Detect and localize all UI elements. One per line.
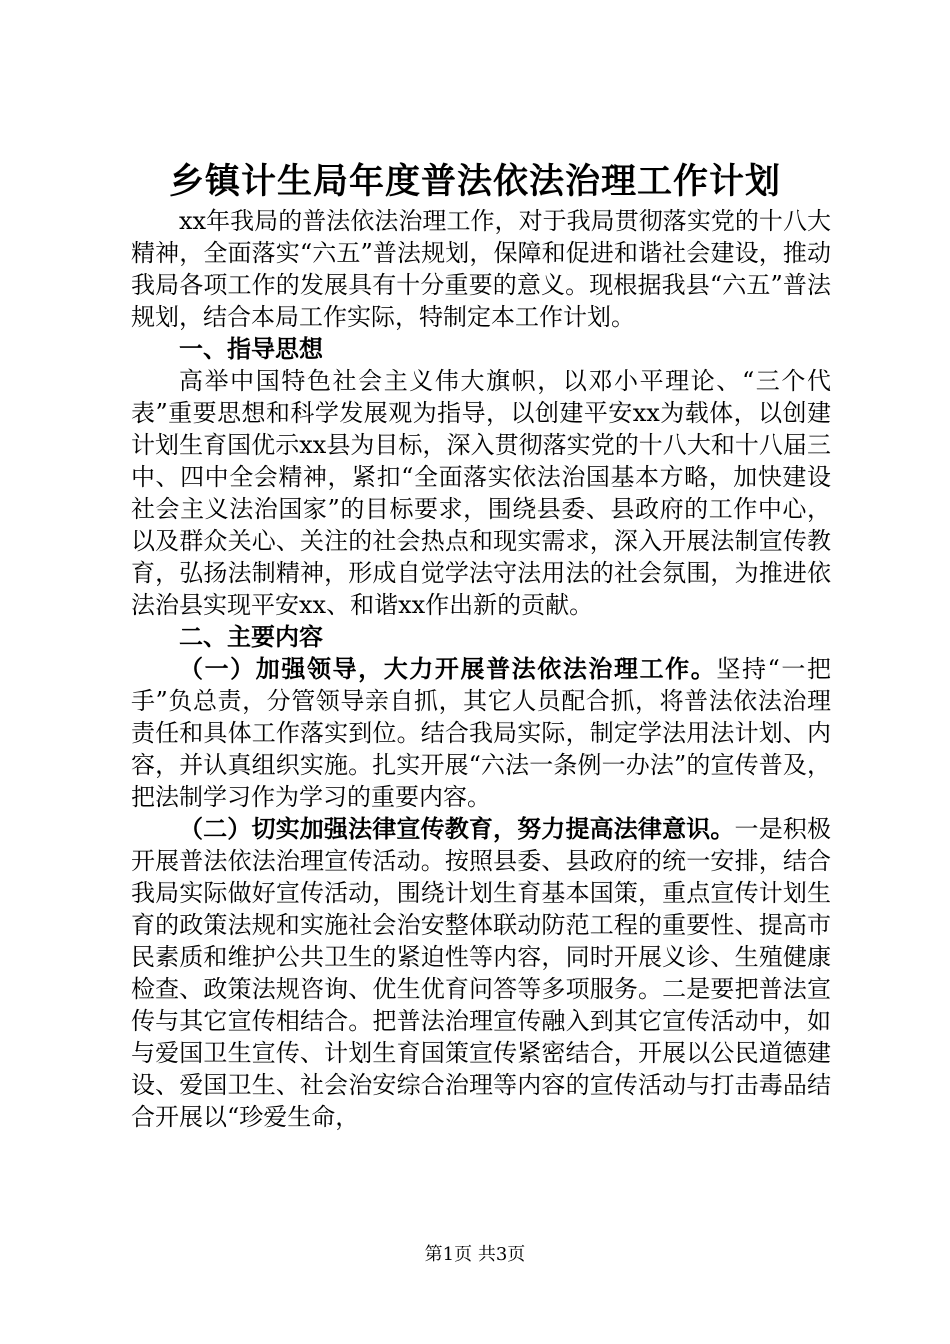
item-2-lead: （二）切实加强法律宣传教育，努力提高法律意识。 [179, 814, 735, 843]
section-heading-main-content: 二、主要内容 [179, 622, 323, 651]
section-heading-guiding-ideology: 一、指导思想 [179, 334, 323, 363]
main-content-item-2 [131, 813, 831, 1133]
item-2-body: 一是积极开展普法依法治理宣传活动。按照县委、县政府的统一安排，结合我局实际做好宣传活动，围绕计划生育基本国策，重点宣传计划生育的政策法规和实施社会治安整体联动防范工程的重要性、提高市民素质和维护公共卫生的紧迫性等内容，同时开展义诊、生殖健康检查、政策法规咨询、优生优育问答等多项服务。二是要把普法宣传与其它宣传相结合。把普法治理宣传融入到其它宣传活动中，如与爱国卫生宣传、计划生育国策宣传紧密结合，开展以公民道德建设、爱国卫生、社会治安综合治理等内容的宣传活动与打击毒品结合开展以“珍爱生命， [131, 815, 832, 1131]
page-number: 第1页 [424, 1244, 473, 1265]
item-1-body: 坚持“一把手”负总责，分管领导亲自抓，其它人员配合抓，将普法依法治理责任和具体工作落实到位。结合我局实际，制定学法用法计划、内容，并认真组织实施。扎实开展“六法一条例一办法”的宣传普及，把法制学习作为学习的重要内容。 [131, 655, 831, 811]
item-1-lead: （一）加强领导，大力开展普法依法治理工作。 [179, 654, 717, 683]
page-footer [0, 1243, 950, 1267]
document-body [131, 205, 831, 1133]
main-content-item-1 [131, 653, 831, 813]
guiding-ideology-paragraph: 高举中国特色社会主义伟大旗帜，以邓小平理论、“三个代表”重要思想和科学发展观为指导，以创建平安xx为载体，以创建计划生育国优示xx县为目标，深入贯彻落实党的十八大和十八届三中、四中全会精神，紧扣“全面落实依法治国基本方略，加快建设社会主义法治国家”的目标要求，围绕县委、县政府的工作中心，以及群众关心、关注的社会热点和现实需求，深入开展法制宣传教育，弘扬法制精神，形成自觉学法守法用法的社会氛围，为推进依法治县实现平安xx、和谐xx作出新的贡献。 [131, 367, 831, 619]
page-total: 共3页 [477, 1244, 526, 1265]
intro-paragraph: xx年我局的普法依法治理工作，对于我局贯彻落实党的十八大精神，全面落实“六五”普法规划，保障和促进和谐社会建设，推动我局各项工作的发展具有十分重要的意义。现根据我县“六五”普法规划，结合本局工作实际，特制定本工作计划。 [131, 207, 831, 331]
document-title: 乡镇计生局年度普法依法治理工作计划 [168, 161, 781, 202]
